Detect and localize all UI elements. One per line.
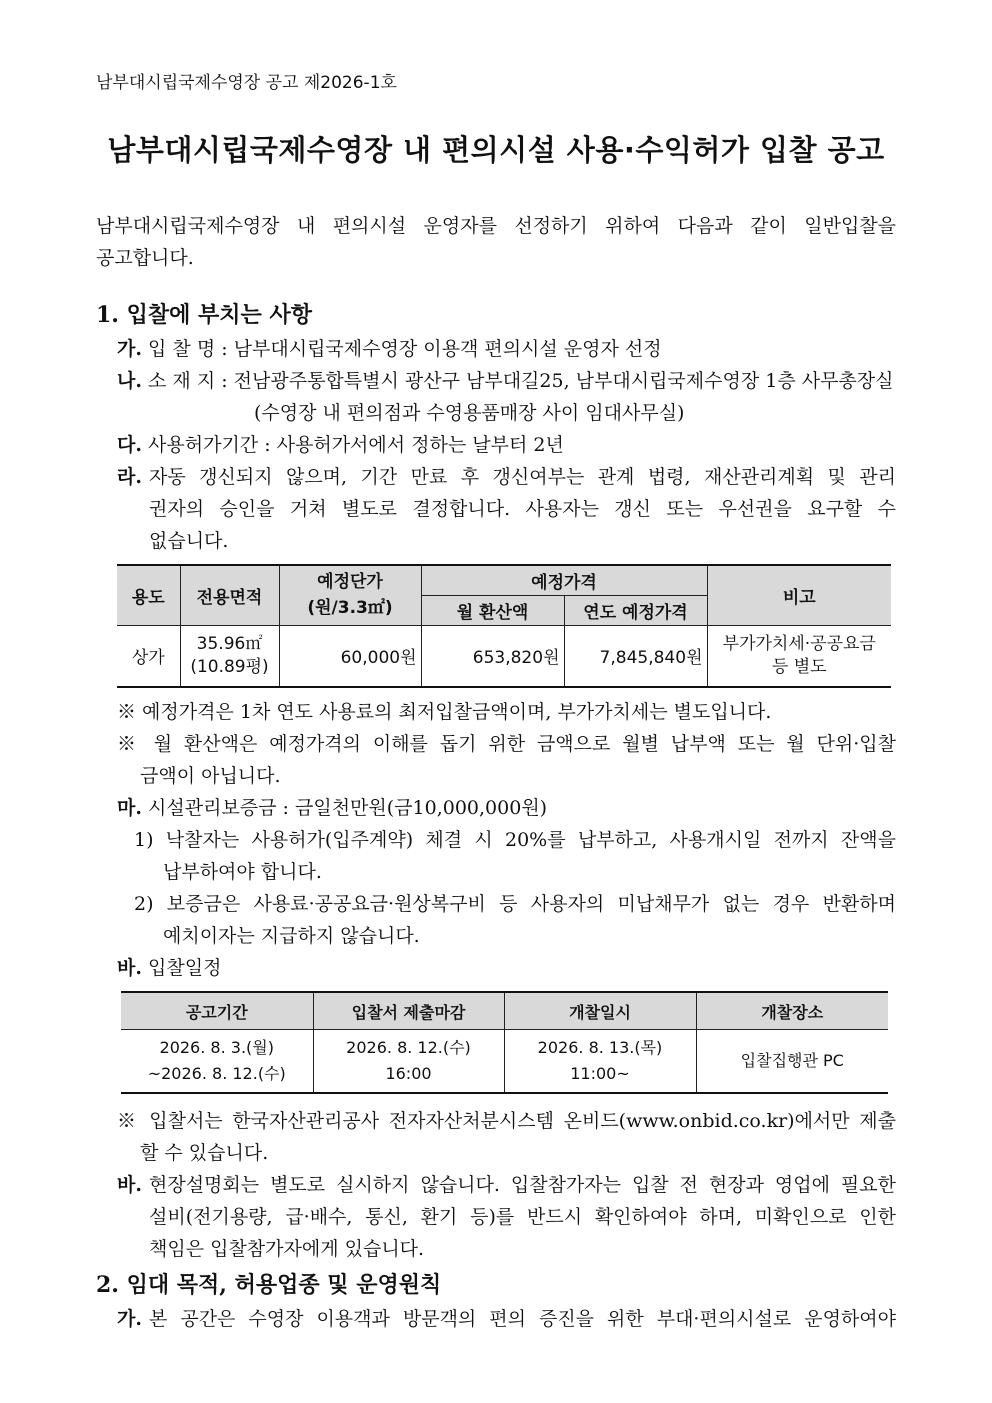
item-ma (117, 792, 547, 824)
item-ga-label: 가. (117, 338, 142, 360)
section-2-heading: 2. 임대 목적, 허용업종 및 운영원칙 (96, 1272, 442, 1298)
item-ma-1-line-1: 1) 낙찰자는 사용허가(입주계약) 체결 시 20%를 납부하고, 사용개시일 전까지 잔액을 (134, 829, 896, 851)
header-est-price: 예정가격 (421, 565, 707, 595)
header-use: 용도 (117, 565, 180, 625)
item-ga (117, 333, 662, 365)
intro-line-2: 공고합니다. (96, 247, 194, 269)
cell-monthly: 653,820원 (421, 625, 564, 687)
header-opening: 개찰일시 (504, 992, 696, 1030)
cell-deadline: 2026. 8. 12.(수) 16:00 (313, 1030, 504, 1094)
note-2-line-1: ※ 월 환산액은 예정가격의 이해를 돕기 위한 금액으로 월별 납부액 또는 월 단위·입찰 (117, 733, 896, 755)
header-unit-price: 예정단가 (원/3.3㎡) (279, 565, 421, 625)
item-ba2-line-1: 현장설명회는 별도로 실시하지 않습니다. 입찰참가자는 입찰 전 현장과 영업에 필요한 (149, 1174, 896, 1196)
note-2-line-2: 금액이 아닙니다. (140, 765, 281, 787)
item-ma-2-line-2: 예치이자는 지급하지 않습니다. (163, 925, 420, 947)
note-3-line-2: 할 수 있습니다. (140, 1142, 269, 1164)
header-remark: 비고 (707, 565, 891, 625)
item-ma-label: 마. (117, 797, 142, 819)
header-annual: 연도 예정가격 (564, 595, 707, 625)
item-ga-text: 입 찰 명 : 남부대시립국제수영장 이용객 편의시설 운영자 선정 (148, 338, 662, 360)
item-ma-2-line-1: 2) 보증금은 사용료·공공요금·원상복구비 등 사용자의 미납채무가 없는 경우 반환하며 (134, 893, 896, 915)
header-period: 공고기간 (121, 992, 313, 1030)
item-da (117, 429, 564, 461)
item-ma-1-line-2: 납부하여야 합니다. (163, 861, 322, 883)
item-ba-text: 입찰일정 (148, 957, 222, 979)
item-ba2-label: 바. (117, 1174, 142, 1196)
item-da-text: 사용허가기간 : 사용허가서에서 정하는 날부터 2년 (148, 434, 564, 456)
section-1-heading: 1. 입찰에 부치는 사항 (96, 302, 312, 328)
document-number: 남부대시립국제수영장 공고 제2026-1호 (96, 73, 397, 93)
item-da-label: 다. (117, 434, 142, 456)
price-table (117, 564, 891, 688)
item-na-text: 소 재 지 : 전남광주통합특별시 광산구 남부대길25, 남부대시립국제수영장 1층 사무총장실 (148, 370, 894, 392)
cell-area: 35.96㎡ (10.89평) (180, 625, 279, 687)
item-ba-label: 바. (117, 957, 142, 979)
intro-line-1: 남부대시립국제수영장 내 편의시설 운영자를 선정하기 위하여 다음과 같이 일반입찰을 (96, 215, 896, 237)
note-1: ※ 예정가격은 1차 연도 사용료의 최저입찰금액이며, 부가가치세는 별도입니다. (117, 701, 772, 723)
item-ba (117, 952, 221, 984)
cell-remark: 부가가치세·공공요금 등 별도 (707, 625, 891, 687)
item-na-label: 나. (117, 370, 142, 392)
item-na (117, 365, 894, 397)
cell-use: 상가 (117, 625, 180, 687)
header-place: 개찰장소 (696, 992, 888, 1030)
cell-period: 2026. 8. 3.(월) ~2026. 8. 12.(수) (121, 1030, 313, 1094)
page-title: 남부대시립국제수영장 내 편의시설 사용·수익허가 입찰 공고 (107, 133, 885, 167)
schedule-table (121, 991, 888, 1094)
item-ba2-line-2: 설비(전기용량, 급·배수, 통신, 환기 등)를 반드시 확인하여야 하며, 미확인으로 인한 (149, 1206, 896, 1228)
cell-annual: 7,845,840원 (564, 625, 707, 687)
header-monthly: 월 환산액 (421, 595, 564, 625)
note-3-line-1: ※ 입찰서는 한국자산관리공사 전자자산처분시스템 온비드(www.onbid.co.kr)에서만 제출 (117, 1110, 896, 1132)
item-ba2-line-3: 책임은 입찰참가자에게 있습니다. (149, 1238, 425, 1260)
item-ra-line-3: 없습니다. (149, 530, 229, 552)
cell-place: 입찰집행관 PC (696, 1030, 888, 1094)
item-ra-line-2: 권자의 승인을 거쳐 별도로 결정합니다. 사용자는 갱신 또는 우선권을 요구할 수 (149, 498, 896, 520)
item-ra-label: 라. (117, 466, 142, 488)
item-ma-text: 시설관리보증금 : 금일천만원(금10,000,000원) (148, 797, 548, 819)
cell-opening: 2026. 8. 13.(목) 11:00~ (504, 1030, 696, 1094)
item-ra-line-1: 자동 갱신되지 않으며, 기간 만료 후 갱신여부는 관계 법령, 재산관리계획 및 관리 (149, 466, 896, 488)
cell-unit-price: 60,000원 (279, 625, 421, 687)
section-2-item-ga-text: 본 공간은 수영장 이용객과 방문객의 편의 증진을 위한 부대·편의시설로 운영하여야 (149, 1308, 896, 1330)
item-na-continuation: (수영장 내 편의점과 수영용품매장 사이 임대사무실) (254, 402, 685, 424)
header-area: 전용면적 (180, 565, 279, 625)
section-2-item-ga-label: 가. (117, 1308, 142, 1330)
header-deadline: 입찰서 제출마감 (313, 992, 504, 1030)
